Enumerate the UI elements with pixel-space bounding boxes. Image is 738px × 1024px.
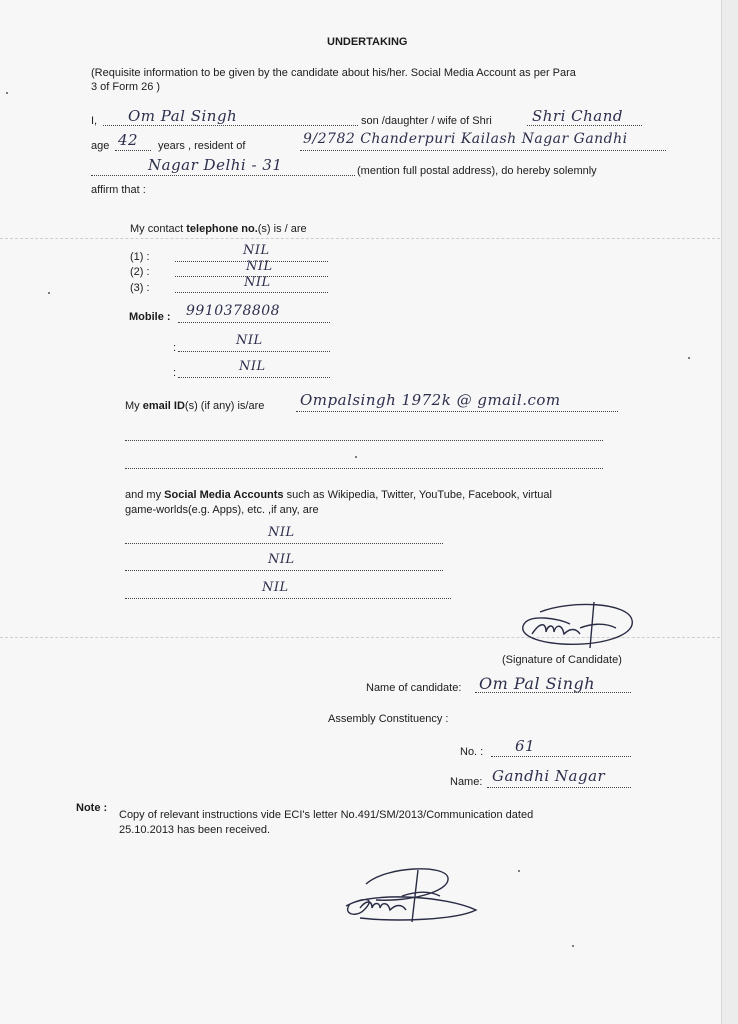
constituency-no-label: No. : (460, 746, 484, 758)
mobile-colon-3: : (173, 367, 177, 379)
document-title: UNDERTAKING (327, 36, 408, 48)
scan-speck (572, 945, 574, 947)
page-edge (721, 0, 738, 1024)
phone-value-2: NIL (246, 259, 273, 274)
social-value-2: NIL (268, 552, 295, 567)
intro-line-1: (Requisite information to be given by the candidate about his/her. Social Media Account as per Para (91, 67, 576, 79)
mobile-line-2 (178, 351, 330, 352)
constituency-no-value: 61 (515, 737, 536, 755)
mobile-colon-2: : (173, 342, 177, 354)
address-line-1 (300, 150, 666, 151)
years-label: years , resident of (158, 140, 246, 152)
age-label: age (91, 140, 110, 152)
constituency-no-line (491, 756, 631, 757)
note-line-1: Copy of relevant instructions vide ECI's letter No.491/SM/2013/Communication dated (119, 809, 534, 821)
mobile-line-3 (178, 377, 330, 378)
social-line-1 (125, 543, 443, 544)
candidate-signature (510, 598, 640, 652)
address-value-1: 9/2782 Chanderpuri Kailash Nagar Gandhi (303, 131, 628, 147)
social-value-3: NIL (262, 580, 289, 595)
father-name-line (527, 125, 642, 126)
mobile-value-3: NIL (239, 359, 266, 374)
intro-line-2: 3 of Form 26 ) (91, 81, 161, 93)
mobile-value-2: NIL (236, 333, 263, 348)
phone-value-3: NIL (244, 275, 271, 290)
scan-speck (355, 456, 357, 458)
social-heading-line-2: game-worlds(e.g. Apps), etc. ,if any, are (125, 504, 319, 516)
father-name-value: Shri Chand (532, 107, 624, 125)
social-value-1: NIL (268, 525, 295, 540)
scan-speck (688, 357, 690, 359)
scan-speck (6, 92, 8, 94)
assembly-label: Assembly Constituency : (328, 713, 449, 725)
signature-caption: (Signature of Candidate) (502, 654, 622, 666)
age-value: 42 (118, 131, 139, 149)
email-line-3 (125, 468, 603, 469)
constituency-name-line (487, 787, 631, 788)
address-line-2 (91, 175, 355, 176)
note-label: Note : (76, 802, 108, 814)
scan-speck (48, 292, 50, 294)
scan-fold-line (0, 238, 720, 239)
phone-line-3 (175, 292, 328, 293)
postal-label: (mention full postal address), do hereby solemnly (357, 165, 597, 177)
name-of-candidate-value: Om Pal Singh (479, 674, 596, 693)
mobile-line-1 (178, 322, 330, 323)
mobile-label: Mobile : (129, 311, 171, 323)
email-value: Ompalsingh 1972k @ gmail.com (300, 391, 561, 409)
i-label: I, (91, 115, 98, 127)
email-line-1 (296, 411, 618, 412)
constituency-name-label: Name: (450, 776, 483, 788)
scan-speck (518, 870, 520, 872)
bottom-signature (336, 862, 484, 926)
affirm-label: affirm that : (91, 184, 146, 196)
social-line-2 (125, 570, 443, 571)
son-of-label: son /daughter / wife of Shri (361, 115, 492, 127)
note-line-2: 25.10.2013 has been received. (119, 824, 271, 836)
social-heading: and my Social Media Accounts such as Wikipedia, Twitter, YouTube, Facebook, virtual (125, 489, 552, 501)
address-value-2: Nagar Delhi - 31 (148, 156, 283, 174)
candidate-name-line (103, 125, 358, 126)
phone-prefix-1: (1) : (130, 251, 150, 263)
phone-prefix-3: (3) : (130, 282, 150, 294)
social-line-3 (125, 598, 451, 599)
email-label: My email ID(s) (if any) is/are (125, 400, 265, 412)
age-line (115, 150, 151, 151)
name-of-candidate-label: Name of candidate: (366, 682, 462, 694)
email-line-2 (125, 440, 603, 441)
contact-phone-heading: My contact telephone no.(s) is / are (130, 223, 307, 235)
constituency-name-value: Gandhi Nagar (492, 767, 606, 785)
candidate-name-value: Om Pal Singh (128, 107, 238, 125)
mobile-value-1: 9910378808 (186, 303, 281, 319)
phone-prefix-2: (2) : (130, 266, 150, 278)
phone-value-1: NIL (243, 243, 270, 258)
